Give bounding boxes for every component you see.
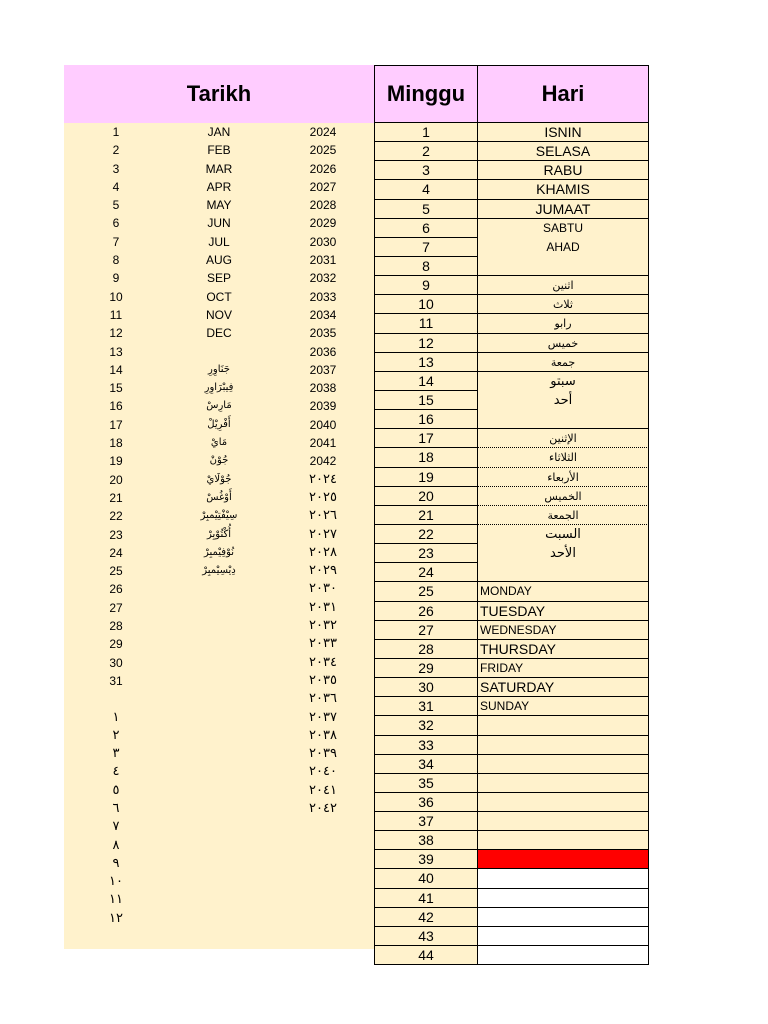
hari-cell: [478, 889, 649, 908]
hari-cell: [478, 869, 649, 888]
minggu-cell: 26: [374, 602, 478, 621]
tarikh-year-cell: 2041: [309, 436, 337, 451]
minggu-cell: 44: [374, 946, 478, 965]
hari-cell: خميس: [478, 334, 649, 353]
tarikh-day-cell: 31: [109, 673, 123, 688]
tarikh-month-cell: MAY: [206, 198, 232, 213]
minggu-cell: 23: [374, 544, 478, 563]
tarikh-day-cell: ١١: [109, 892, 123, 908]
hari-cell: JUMAAT: [478, 200, 649, 219]
hari-cell: RABU: [478, 161, 649, 180]
minggu-cell: 14: [374, 372, 478, 391]
tarikh-day-cell: 17: [109, 417, 123, 432]
tarikh-year-cell: 2028: [309, 198, 337, 213]
tarikh-month-cell: جُوْلَايْ: [206, 473, 232, 485]
tarikh-day-cell: 4: [112, 179, 120, 194]
tarikh-month-cell: أُكْتُوْبِرْ: [206, 528, 232, 540]
tarikh-day-cell: 7: [112, 234, 120, 249]
tarikh-day-cell: 19: [109, 454, 123, 469]
tarikh-month-cell: SEP: [206, 271, 231, 286]
tarikh-header: Tarikh: [64, 65, 374, 123]
minggu-cell: 24: [374, 563, 478, 582]
hari-cell: [478, 774, 649, 793]
hari-cell: THURSDAY: [478, 640, 649, 659]
tarikh-year-cell: 2035: [309, 326, 337, 341]
hari-cell: [478, 716, 649, 735]
minggu-cell: 11: [374, 314, 478, 333]
tarikh-year-cell: ٢٠٣٠: [309, 581, 337, 597]
hari-cell: الخميس: [478, 487, 649, 506]
tarikh-month-cell: [174, 343, 264, 361]
tarikh-year-cell: ٢٠٣٧: [309, 709, 337, 725]
tarikh-day-cell: 14: [109, 362, 123, 377]
tarikh-year-cell: 2042: [309, 454, 337, 469]
hari-cell: أحد: [478, 391, 649, 410]
minggu-cell: 3: [374, 161, 478, 180]
minggu-cell: 28: [374, 640, 478, 659]
minggu-cell: 27: [374, 621, 478, 640]
tarikh-month-cell: NOV: [205, 307, 232, 322]
tarikh-month-cell: سِيْفْتِيْمبِرْ: [200, 510, 238, 522]
tarikh-year-cell: ٢٠٢٥: [309, 489, 337, 505]
hari-cell: KHAMIS: [478, 180, 649, 199]
minggu-cell: 39: [374, 850, 478, 869]
minggu-cell: 22: [374, 525, 478, 544]
hari-cell: [478, 793, 649, 812]
minggu-cell: 9: [374, 276, 478, 295]
tarikh-year-cell: ٢٠٤١: [309, 782, 337, 798]
minggu-cell: 20: [374, 487, 478, 506]
tarikh-day-column: [84, 123, 148, 928]
hari-cell: SELASA: [478, 142, 649, 161]
minggu-cell: 15: [374, 391, 478, 410]
tarikh-year-cell: 2026: [309, 161, 337, 176]
hari-cell: [478, 908, 649, 927]
tarikh-month-cell: جُوْنْ: [209, 455, 229, 467]
hari-cell: AHAD: [478, 238, 649, 257]
minggu-cell: 25: [374, 582, 478, 601]
hari-cell: جمعة: [478, 353, 649, 372]
tarikh-month-cell: دِيْسِيْمبِرْ: [202, 565, 236, 577]
minggu-cell: 30: [374, 678, 478, 697]
tarikh-year-cell: ٢٠٣٥: [309, 672, 337, 688]
tarikh-year-cell: 2033: [309, 289, 337, 304]
tarikh-day-cell: 3: [112, 161, 120, 176]
tarikh-day-cell: 11: [109, 307, 123, 322]
hari-column: [478, 123, 649, 965]
tarikh-year-cell: ٢٠٣٢: [309, 618, 337, 634]
tarikh-month-cell: JUN: [207, 216, 231, 231]
hari-header: Hari: [478, 65, 649, 123]
tarikh-year-cell: ٢٠٢٤: [309, 471, 337, 487]
tarikh-day-cell: 15: [109, 381, 123, 396]
tarikh-day-cell: 5: [112, 198, 120, 213]
tarikh-day-cell: ٩: [112, 855, 120, 871]
minggu-cell: 32: [374, 716, 478, 735]
hari-cell: TUESDAY: [478, 602, 649, 621]
tarikh-day-cell: 30: [109, 655, 123, 670]
minggu-cell: 17: [374, 429, 478, 448]
tarikh-year-cell: 2040: [309, 417, 337, 432]
hari-cell: [478, 812, 649, 831]
hari-cell: [478, 946, 649, 965]
hari-cell: الثلاثاء: [478, 448, 649, 467]
hari-cell: رابو: [478, 314, 649, 333]
tarikh-year-cell: ٢٠٣٩: [309, 746, 337, 762]
minggu-header: Minggu: [374, 65, 478, 123]
tarikh-year-cell: 2032: [309, 271, 337, 286]
tarikh-day-cell: 28: [109, 619, 123, 634]
tarikh-day-cell: 20: [109, 472, 123, 487]
tarikh-day-cell: 23: [109, 527, 123, 542]
tarikh-year-cell: 2037: [309, 362, 337, 377]
tarikh-year-cell: 2027: [309, 179, 337, 194]
hari-cell: [478, 410, 649, 429]
hari-cell: [478, 257, 649, 276]
tarikh-day-cell: 8: [112, 253, 120, 268]
hari-cell: الإثنين: [478, 429, 649, 448]
minggu-cell: 41: [374, 889, 478, 908]
tarikh-year-cell: ٢٠٤٠: [309, 764, 337, 780]
minggu-cell: 29: [374, 659, 478, 678]
hari-cell: SABTU: [478, 219, 649, 238]
tarikh-day-cell: 2: [112, 143, 120, 158]
tarikh-day-cell: 1: [112, 125, 120, 139]
tarikh-day-cell: ٧: [112, 819, 120, 835]
tarikh-month-cell: مَارِسْ: [206, 400, 232, 412]
minggu-cell: 4: [374, 180, 478, 199]
tarikh-day-cell: 26: [109, 582, 123, 597]
tarikh-month-cell: JAN: [207, 125, 231, 139]
tarikh-month-cell: نُوْفِيْمبِرْ: [203, 546, 235, 558]
minggu-cell: 7: [374, 238, 478, 257]
tarikh-year-cell: ٢٠٢٧: [309, 526, 337, 542]
minggu-cell: 6: [374, 219, 478, 238]
minggu-cell: 36: [374, 793, 478, 812]
tarikh-day-cell: 24: [109, 545, 123, 560]
minggu-cell: 2: [374, 142, 478, 161]
hari-cell: [478, 831, 649, 850]
tarikh-month-cell: OCT: [206, 289, 232, 304]
tarikh-year-cell: 2038: [309, 381, 337, 396]
hari-cell: الأربعاء: [478, 468, 649, 487]
tarikh-year-cell: ٢٠٣١: [309, 599, 337, 615]
tarikh-day-cell: 21: [109, 490, 123, 505]
tarikh-year-cell: ٢٠٣٤: [309, 654, 337, 670]
tarikh-day-cell: ١٠: [109, 874, 123, 890]
tarikh-year-column: [288, 123, 358, 818]
minggu-cell: 35: [374, 774, 478, 793]
tarikh-month-cell: DEC: [206, 326, 232, 341]
tarikh-year-cell: ٢٠٣٣: [309, 636, 337, 652]
minggu-cell: 33: [374, 736, 478, 755]
hari-cell: الجمعة: [478, 506, 649, 525]
minggu-cell: 21: [374, 506, 478, 525]
tarikh-day-cell: 29: [109, 637, 123, 652]
minggu-cell: 42: [374, 908, 478, 927]
minggu-cell: 40: [374, 869, 478, 888]
minggu-cell: 18: [374, 448, 478, 467]
tarikh-year-cell: ٢٠٢٩: [309, 563, 337, 579]
tarikh-year-cell: ٢٠٣٦: [309, 691, 337, 707]
minggu-cell: 34: [374, 755, 478, 774]
tarikh-year-cell: 2029: [309, 216, 337, 231]
hari-cell: [478, 563, 649, 582]
tarikh-month-cell: FEB: [207, 143, 231, 158]
tarikh-month-cell: فِيبْرَاوِرِ: [204, 382, 234, 394]
tarikh-year-cell: 2031: [309, 253, 337, 268]
tarikh-month-cell: جَنَاوِرِ: [208, 363, 230, 375]
tarikh-year-cell: ٢٠٢٦: [309, 508, 337, 524]
tarikh-year-cell: ٢٠٣٨: [309, 727, 337, 743]
tarikh-day-cell: ٤: [112, 764, 120, 780]
minggu-cell: 16: [374, 410, 478, 429]
tarikh-day-cell: 25: [109, 564, 123, 579]
tarikh-day-cell: 27: [109, 600, 123, 615]
tarikh-month-column: [174, 123, 264, 580]
tarikh-day-cell: ٢: [112, 727, 120, 743]
hari-cell: السبت: [478, 525, 649, 544]
minggu-cell: 43: [374, 927, 478, 946]
tarikh-day-cell: 10: [109, 289, 123, 304]
tarikh-day-cell: 12: [109, 326, 123, 341]
tarikh-year-cell: ٢٠٢٨: [309, 544, 337, 560]
tarikh-day-cell: ٦: [112, 800, 120, 816]
tarikh-day-cell: ٥: [112, 782, 120, 798]
tarikh-day-cell: 22: [109, 509, 123, 524]
tarikh-year-cell: 2039: [309, 399, 337, 414]
hari-cell: ثلاث: [478, 295, 649, 314]
tarikh-day-cell: ٣: [112, 746, 120, 762]
tarikh-day-cell: 13: [109, 344, 123, 359]
tarikh-year-cell: 2025: [309, 143, 337, 158]
tarikh-year-cell: 2024: [309, 125, 337, 139]
minggu-cell: 1: [374, 123, 478, 142]
hari-cell: WEDNESDAY: [478, 621, 649, 640]
tarikh-day-cell: 6: [112, 216, 120, 231]
minggu-cell: 19: [374, 468, 478, 487]
hari-cell: SATURDAY: [478, 678, 649, 697]
tarikh-year-cell: 2036: [309, 344, 337, 359]
minggu-cell: 38: [374, 831, 478, 850]
hari-cell: الأحد: [478, 544, 649, 563]
tarikh-day-cell: ١٢: [109, 910, 123, 926]
hari-cell: [478, 736, 649, 755]
tarikh-month-cell: AUG: [205, 253, 232, 268]
hari-cell: ISNIN: [478, 123, 649, 142]
minggu-cell: 13: [374, 353, 478, 372]
tarikh-day-cell: 9: [112, 271, 120, 286]
hari-cell: FRIDAY: [478, 659, 649, 678]
tarikh-day-cell: [84, 690, 148, 708]
minggu-column: [374, 123, 478, 965]
minggu-cell: 8: [374, 257, 478, 276]
hari-cell: [478, 755, 649, 774]
hari-cell: [478, 927, 649, 946]
tarikh-month-cell: JUL: [208, 234, 230, 249]
tarikh-month-cell: APR: [206, 179, 232, 194]
minggu-cell: 5: [374, 200, 478, 219]
hari-cell: اثنين: [478, 276, 649, 295]
tarikh-month-cell: أَفْرِيْلْ: [207, 418, 231, 430]
tarikh-year-cell: ٢٠٤٢: [309, 800, 337, 816]
minggu-cell: 10: [374, 295, 478, 314]
tarikh-day-cell: ٨: [112, 837, 120, 853]
tarikh-year-cell: 2030: [309, 234, 337, 249]
minggu-cell: 37: [374, 812, 478, 831]
hari-cell: SUNDAY: [478, 697, 649, 716]
hari-cell: [478, 850, 649, 869]
tarikh-day-cell: 16: [109, 399, 123, 414]
tarikh-month-cell: أَوْغُسْ: [206, 491, 232, 503]
hari-cell: سبتو: [478, 372, 649, 391]
minggu-cell: 12: [374, 334, 478, 353]
tarikh-month-cell: MAR: [205, 161, 233, 176]
tarikh-year-cell: 2034: [309, 307, 337, 322]
tarikh-day-cell: ١: [112, 709, 120, 725]
tarikh-day-cell: 18: [109, 436, 123, 451]
minggu-cell: 31: [374, 697, 478, 716]
hari-cell: MONDAY: [478, 582, 649, 601]
tarikh-month-cell: مَايْ: [210, 437, 228, 449]
